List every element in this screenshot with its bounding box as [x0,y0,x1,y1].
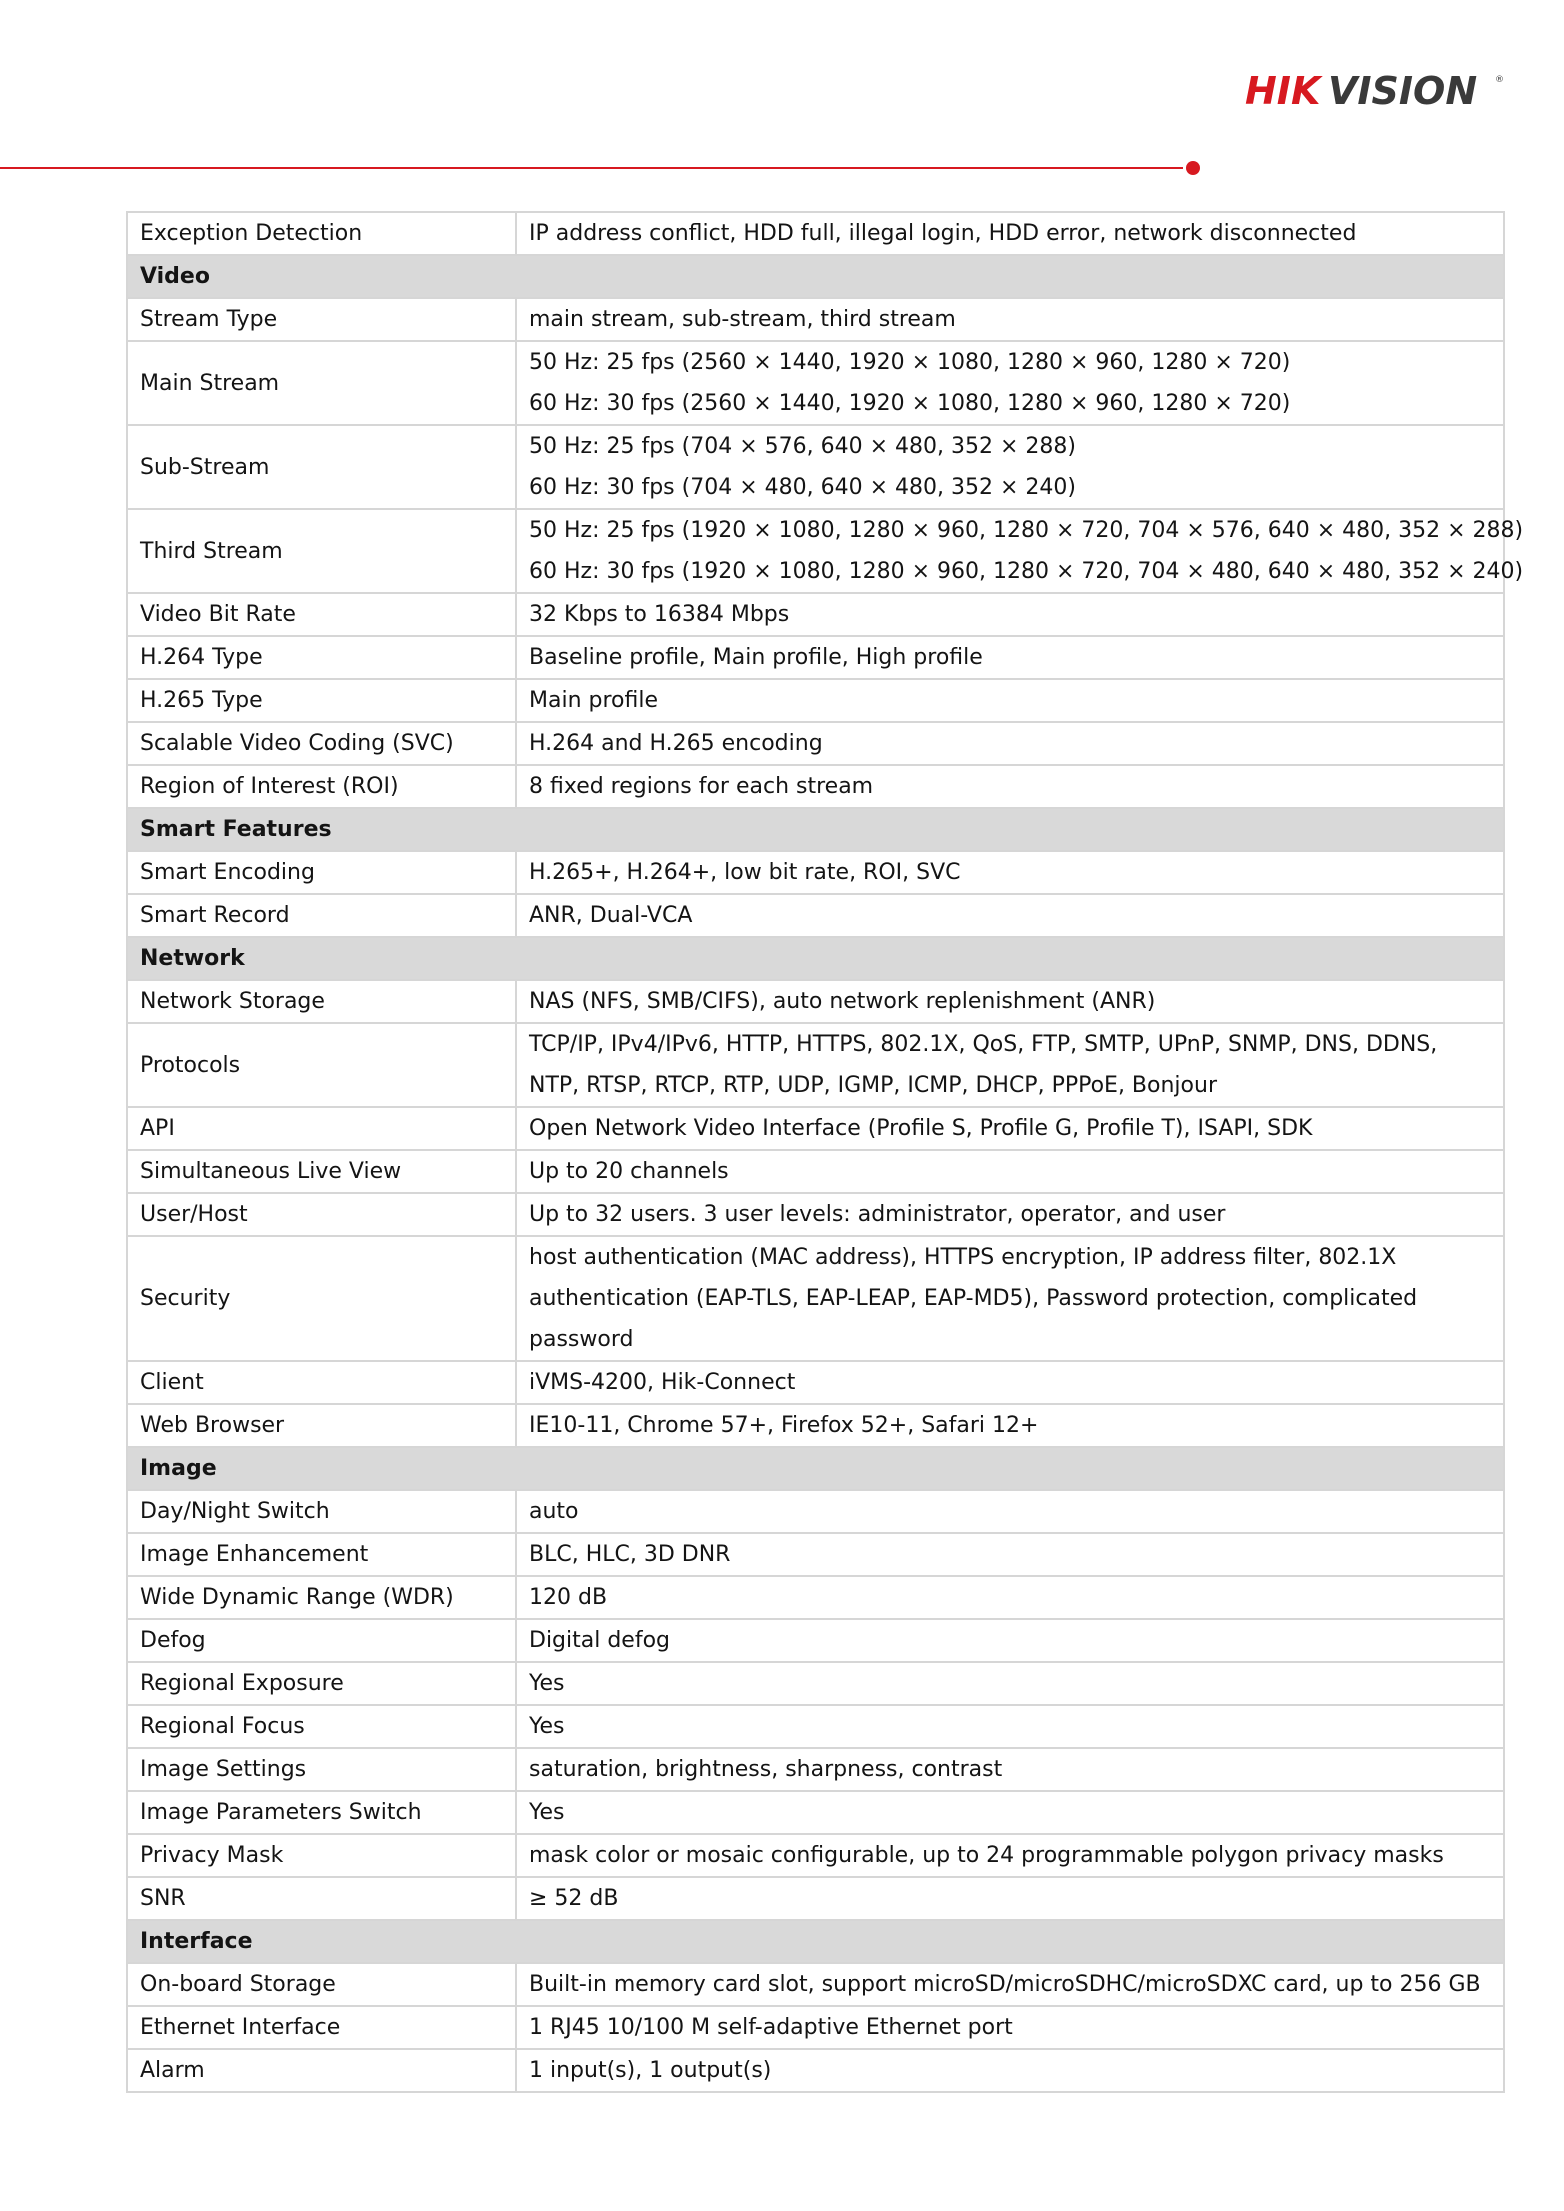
spec-row [127,298,1504,341]
spec-value-line: Yes [529,1800,565,1825]
spec-key: Third Stream [127,509,516,593]
spec-key: Protocols [127,1023,516,1107]
spec-key: Video Bit Rate [127,593,516,636]
spec-key: Defog [127,1619,516,1662]
spec-value-line: H.265+, H.264+, low bit rate, ROI, SVC [529,860,961,885]
spec-value-line: 60 Hz: 30 fps (1920 × 1080, 1280 × 960, 1280 × 720, 704 × 480, 640 × 480, 352 × 240) [529,559,1524,584]
spec-key: Smart Record [127,894,516,937]
spec-row [127,341,1504,425]
spec-row [127,1533,1504,1576]
spec-table [126,211,1524,2093]
spec-key: Image Enhancement [127,1533,516,1576]
spec-key: Alarm [127,2049,516,2092]
spec-row [127,1662,1504,1705]
spec-key: Region of Interest (ROI) [127,765,516,808]
spec-row [127,1023,1504,1107]
spec-value [516,679,1504,722]
spec-key: Privacy Mask [127,1834,516,1877]
spec-value-line: Up to 32 users. 3 user levels: administrator, operator, and user [529,1202,1226,1227]
spec-row [127,980,1504,1023]
spec-value [516,341,1504,425]
spec-value [516,1193,1504,1236]
spec-table-body [127,212,1524,2092]
spec-key: Main Stream [127,341,516,425]
spec-key: Regional Focus [127,1705,516,1748]
spec-value [516,894,1504,937]
spec-key: Scalable Video Coding (SVC) [127,722,516,765]
spec-value [516,1834,1504,1877]
spec-key: Regional Exposure [127,1662,516,1705]
spec-value-line: 50 Hz: 25 fps (2560 × 1440, 1920 × 1080, 1280 × 960, 1280 × 720) [529,350,1291,375]
spec-value-line: auto [529,1499,579,1524]
spec-value [516,593,1504,636]
spec-value [516,1236,1504,1361]
spec-value [516,509,1524,593]
spec-key: Exception Detection [127,212,516,255]
spec-row [127,894,1504,937]
spec-value-line: IP address conflict, HDD full, illegal login, HDD error, network disconnected [529,221,1357,246]
spec-value [516,212,1504,255]
spec-value-line: 8 fixed regions for each stream [529,774,874,799]
spec-value [516,1576,1504,1619]
spec-row [127,1404,1504,1447]
logo-hik-text: HIK [1245,69,1321,112]
spec-key: Network Storage [127,980,516,1023]
spec-key: H.265 Type [127,679,516,722]
spec-value-line: Up to 20 channels [529,1159,729,1184]
spec-row [127,2049,1504,2092]
spec-value-line: 60 Hz: 30 fps (704 × 480, 640 × 480, 352 × 240) [529,475,1076,500]
spec-value [516,2006,1504,2049]
spec-value-line: 50 Hz: 25 fps (704 × 576, 640 × 480, 352 × 288) [529,434,1076,459]
section-header-row [127,255,1504,298]
spec-row [127,1619,1504,1662]
spec-value-line: 1 input(s), 1 output(s) [529,2058,772,2083]
spec-key: SNR [127,1877,516,1920]
spec-key: API [127,1107,516,1150]
spec-value [516,1150,1504,1193]
spec-row [127,1490,1504,1533]
section-header-row [127,1447,1504,1490]
spec-value [516,1791,1504,1834]
spec-row [127,722,1504,765]
spec-value [516,636,1504,679]
spec-key: User/Host [127,1193,516,1236]
spec-value-line: host authentication (MAC address), HTTPS encryption, IP address filter, 802.1X [529,1245,1397,1270]
spec-value [516,1705,1504,1748]
spec-row [127,1877,1504,1920]
spec-key: Stream Type [127,298,516,341]
spec-key: Wide Dynamic Range (WDR) [127,1576,516,1619]
spec-value-line: saturation, brightness, sharpness, contrast [529,1757,1003,1782]
spec-row [127,1236,1504,1361]
spec-value [516,1619,1504,1662]
spec-value [516,765,1504,808]
spec-value [516,851,1504,894]
spec-row [127,1361,1504,1404]
spec-row [127,1834,1504,1877]
spec-key: Security [127,1236,516,1361]
spec-value-line: IE10-11, Chrome 57+, Firefox 52+, Safari 12+ [529,1413,1039,1438]
spec-value [516,980,1504,1023]
spec-row [127,1193,1504,1236]
spec-value [516,1963,1504,2006]
spec-value-line: Yes [529,1671,565,1696]
spec-value-line: main stream, sub-stream, third stream [529,307,956,332]
spec-value-line: 120 dB [529,1585,608,1610]
spec-value-line: H.264 and H.265 encoding [529,731,823,756]
spec-key: Day/Night Switch [127,1490,516,1533]
spec-row [127,1150,1504,1193]
spec-value [516,298,1504,341]
spec-value-line: NTP, RTSP, RTCP, RTP, UDP, IGMP, ICMP, DHCP, PPPoE, Bonjour [529,1073,1217,1098]
spec-key: Simultaneous Live View [127,1150,516,1193]
spec-row [127,1705,1504,1748]
spec-value [516,1023,1504,1107]
section-title: Interface [127,1920,1504,1963]
spec-value-line: Digital defog [529,1628,671,1653]
spec-row [127,2006,1504,2049]
spec-row [127,679,1504,722]
spec-value-line: Yes [529,1714,565,1739]
spec-value-line: 1 RJ45 10/100 M self-adaptive Ethernet port [529,2015,1013,2040]
section-title: Image [127,1447,1504,1490]
header-dot [1186,161,1200,175]
spec-value-line: TCP/IP, IPv4/IPv6, HTTP, HTTPS, 802.1X, QoS, FTP, SMTP, UPnP, SNMP, DNS, DDNS, [529,1032,1438,1057]
spec-row [127,636,1504,679]
spec-row [127,425,1504,509]
spec-value [516,1107,1504,1150]
logo-vision-text: VISION [1328,69,1478,112]
section-title: Smart Features [127,808,1504,851]
spec-value [516,722,1504,765]
section-header-row [127,937,1504,980]
spec-row [127,1107,1504,1150]
spec-value [516,1533,1504,1576]
spec-key: Sub-Stream [127,425,516,509]
spec-value-line: iVMS-4200, Hik-Connect [529,1370,796,1395]
spec-value-line: ANR, Dual-VCA [529,903,693,928]
spec-key: On-board Storage [127,1963,516,2006]
spec-row [127,765,1504,808]
spec-row [127,1748,1504,1791]
section-header-row [127,1920,1504,1963]
spec-value-line: 32 Kbps to 16384 Mbps [529,602,790,627]
spec-key: Image Settings [127,1748,516,1791]
spec-row [127,1963,1504,2006]
spec-row [127,851,1504,894]
spec-value [516,425,1504,509]
spec-value-line: Open Network Video Interface (Profile S, Profile G, Profile T), ISAPI, SDK [529,1116,1313,1141]
spec-value-line: BLC, HLC, 3D DNR [529,1542,731,1567]
section-title: Network [127,937,1504,980]
spec-value-line: Main profile [529,688,659,713]
spec-row [127,1791,1504,1834]
spec-key: Smart Encoding [127,851,516,894]
section-title: Video [127,255,1504,298]
spec-value [516,2049,1504,2092]
spec-key: Web Browser [127,1404,516,1447]
spec-row [127,509,1504,593]
logo-registered-mark: ® [1495,75,1504,85]
spec-value [516,1490,1504,1533]
spec-key: Ethernet Interface [127,2006,516,2049]
spec-value-line: NAS (NFS, SMB/CIFS), auto network replenishment (ANR) [529,989,1156,1014]
spec-value-line: authentication (EAP-TLS, EAP-LEAP, EAP-MD5), Password protection, complicated [529,1286,1418,1311]
spec-value [516,1877,1504,1920]
spec-value-line: password [529,1327,634,1352]
spec-value-line: 50 Hz: 25 fps (1920 × 1080, 1280 × 960, 1280 × 720, 704 × 576, 640 × 480, 352 × 288) [529,518,1524,543]
spec-value [516,1662,1504,1705]
spec-value [516,1748,1504,1791]
spec-value-line: Baseline profile, Main profile, High profile [529,645,983,670]
spec-key: Client [127,1361,516,1404]
hikvision-logo [1245,68,1505,112]
spec-value-line: Built-in memory card slot, support microSD/microSDHC/microSDXC card, up to 256 GB [529,1972,1481,1997]
spec-value-line: ≥ 52 dB [529,1886,619,1911]
spec-key: H.264 Type [127,636,516,679]
spec-value-line: 60 Hz: 30 fps (2560 × 1440, 1920 × 1080, 1280 × 960, 1280 × 720) [529,391,1291,416]
spec-row [127,1576,1504,1619]
header-rule [0,167,1183,169]
spec-key: Image Parameters Switch [127,1791,516,1834]
spec-row [127,212,1504,255]
spec-value-line: mask color or mosaic configurable, up to 24 programmable polygon privacy masks [529,1843,1444,1868]
spec-row [127,593,1504,636]
spec-value [516,1361,1504,1404]
section-header-row [127,808,1504,851]
spec-value [516,1404,1504,1447]
